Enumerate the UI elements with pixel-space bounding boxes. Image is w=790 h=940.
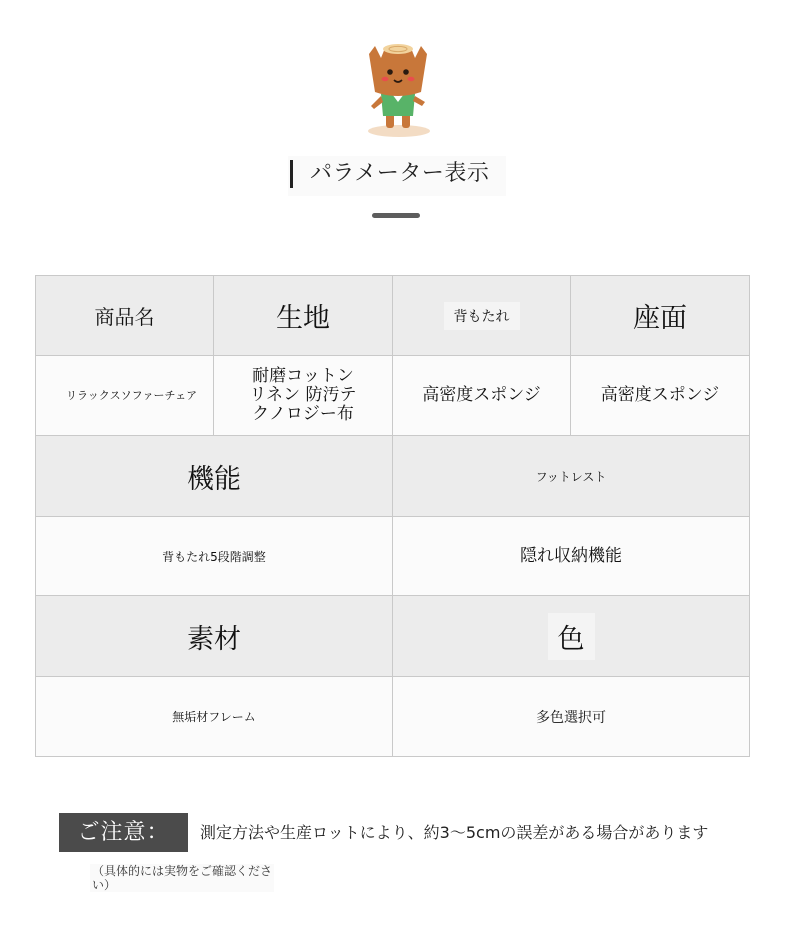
parameter-table	[35, 275, 750, 757]
header-color-cell	[393, 596, 750, 677]
value-fabric: 耐磨コットンリネン 防汚テクノロジー布	[214, 356, 393, 436]
value-hidden-storage: 隠れ収納機能	[393, 517, 750, 596]
table-row	[36, 356, 750, 436]
value-product-name: リラックスソファーチェア	[36, 356, 214, 436]
table-row	[36, 276, 750, 356]
value-frame: 無垢材フレーム	[36, 677, 393, 757]
section-title	[288, 156, 506, 196]
table-row	[36, 596, 750, 677]
table-row	[36, 517, 750, 596]
header-backrest: 背もたれ	[444, 302, 520, 330]
header-material: 素材	[36, 596, 393, 677]
header-backrest-cell	[393, 276, 571, 356]
mascot-illustration	[355, 36, 441, 140]
value-seat: 高密度スポンジ	[571, 356, 750, 436]
table-row	[36, 677, 750, 757]
section-title-text: パラメーター表示	[310, 161, 490, 186]
note-text: 測定方法や生産ロットにより、約3〜5cmの誤差がある場合があります	[200, 823, 709, 842]
value-footrest: フットレスト	[393, 436, 750, 517]
title-accent-bar	[290, 160, 293, 188]
header-function: 機能	[36, 436, 393, 517]
header-fabric: 生地	[214, 276, 393, 356]
value-backrest-adjust: 背もたれ5段階調整	[36, 517, 393, 596]
value-colors: 多色選択可	[393, 677, 750, 757]
note-subtext: （具体的には実物をご確認ください）	[92, 864, 273, 892]
header-seat: 座面	[571, 276, 750, 356]
header-color: 色	[548, 613, 595, 660]
table-row	[36, 436, 750, 517]
value-backrest: 高密度スポンジ	[393, 356, 571, 436]
header-product-name: 商品名	[36, 276, 214, 356]
title-underline	[372, 213, 420, 218]
note-label: ご注意：	[59, 813, 188, 852]
